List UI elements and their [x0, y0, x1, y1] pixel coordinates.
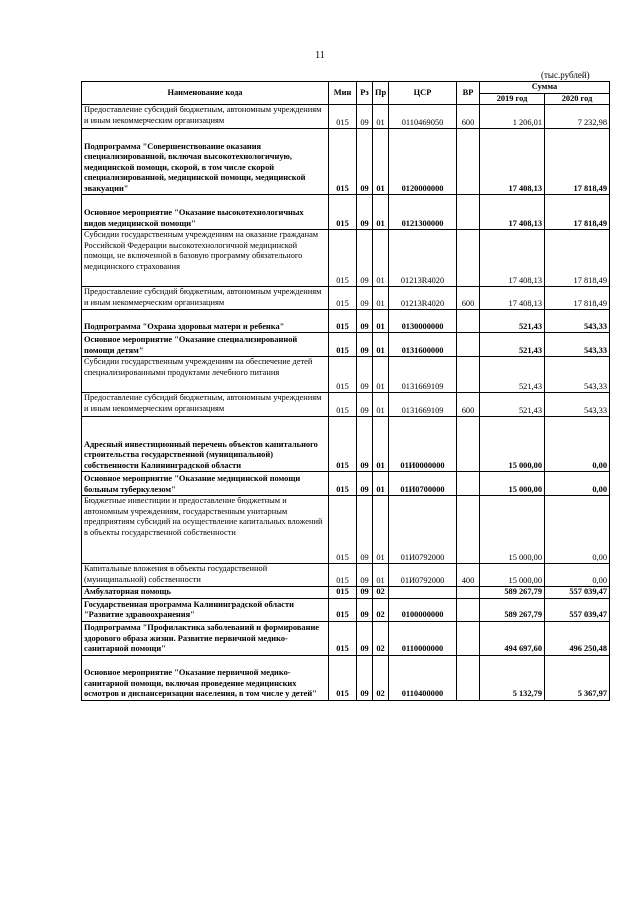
cell-csr — [389, 587, 457, 599]
cell-csr: 0131669109 — [389, 393, 457, 417]
cell-y2019: 5 132,79 — [480, 655, 545, 700]
cell-csr: 01И0000000 — [389, 417, 457, 472]
cell-y2020: 0,00 — [545, 496, 610, 564]
cell-pr: 01 — [373, 357, 389, 393]
cell-y2020: 543,33 — [545, 333, 610, 357]
cell-csr: 0110400000 — [389, 655, 457, 700]
cell-pr: 01 — [373, 287, 389, 310]
cell-pr: 01 — [373, 195, 389, 230]
table-row — [82, 287, 610, 310]
cell-rz: 09 — [357, 129, 373, 195]
cell-pr: 01 — [373, 333, 389, 357]
cell-min: 015 — [329, 105, 357, 129]
cell-rz: 09 — [357, 357, 373, 393]
cell-pr: 01 — [373, 393, 389, 417]
cell-vr: 600 — [457, 287, 480, 310]
table-row — [82, 129, 610, 195]
cell-min: 015 — [329, 310, 357, 333]
cell-vr — [457, 621, 480, 655]
cell-csr: 01213R4020 — [389, 230, 457, 287]
cell-min: 015 — [329, 195, 357, 230]
cell-min: 015 — [329, 598, 357, 621]
cell-min: 015 — [329, 587, 357, 599]
cell-name: Подпрограмма "Профилактика заболеваний и формирование здорового образа жизни. Развитие первичной медико-санитарной помощи" — [82, 621, 329, 655]
cell-csr: 01213R4020 — [389, 287, 457, 310]
cell-name: Основное мероприятие "Оказание медицинской помощи больным туберкулезом" — [82, 472, 329, 496]
cell-csr: 01И0792000 — [389, 496, 457, 564]
cell-min: 015 — [329, 496, 357, 564]
cell-vr — [457, 129, 480, 195]
cell-csr: 0110469050 — [389, 105, 457, 129]
header-sum: Сумма — [480, 82, 610, 94]
cell-name: Предоставление субсидий бюджетным, автономным учреждениям и иным некоммерческим организациям — [82, 105, 329, 129]
cell-name: Бюджетные инвестиции и предоставление бюджетным и автономным учреждениям, государственным унитарным предприятиям субсидий на осуществление капитальных вложений в объекты государственной собственности — [82, 496, 329, 564]
cell-pr: 01 — [373, 472, 389, 496]
cell-name: Капитальные вложения в объекты государственной (муниципальной) собственности — [82, 564, 329, 587]
table-row — [82, 230, 610, 287]
cell-pr: 02 — [373, 598, 389, 621]
cell-vr — [457, 472, 480, 496]
table-row — [82, 621, 610, 655]
cell-vr — [457, 333, 480, 357]
cell-y2019: 521,43 — [480, 310, 545, 333]
cell-min: 015 — [329, 357, 357, 393]
cell-rz: 09 — [357, 472, 373, 496]
cell-y2019: 589 267,79 — [480, 598, 545, 621]
cell-vr — [457, 496, 480, 564]
cell-name: Основное мероприятие "Оказание специализированной помощи детям" — [82, 333, 329, 357]
cell-min: 015 — [329, 129, 357, 195]
table-row — [82, 310, 610, 333]
cell-pr: 02 — [373, 587, 389, 599]
header-rz: Рз — [357, 82, 373, 105]
cell-min: 015 — [329, 393, 357, 417]
cell-min: 015 — [329, 621, 357, 655]
cell-vr — [457, 195, 480, 230]
cell-vr — [457, 417, 480, 472]
cell-min: 015 — [329, 333, 357, 357]
cell-min: 015 — [329, 472, 357, 496]
cell-vr — [457, 598, 480, 621]
cell-pr: 01 — [373, 564, 389, 587]
cell-y2019: 521,43 — [480, 393, 545, 417]
cell-y2019: 17 408,13 — [480, 195, 545, 230]
cell-min: 015 — [329, 417, 357, 472]
cell-y2020: 543,33 — [545, 357, 610, 393]
header-2019: 2019 год — [480, 93, 545, 105]
cell-min: 015 — [329, 564, 357, 587]
cell-y2020: 0,00 — [545, 564, 610, 587]
cell-rz: 09 — [357, 587, 373, 599]
cell-y2020: 17 818,49 — [545, 287, 610, 310]
cell-vr: 600 — [457, 393, 480, 417]
cell-y2020: 17 818,49 — [545, 230, 610, 287]
cell-rz: 09 — [357, 655, 373, 700]
cell-min: 015 — [329, 287, 357, 310]
cell-rz: 09 — [357, 598, 373, 621]
cell-y2019: 494 697,60 — [480, 621, 545, 655]
cell-rz: 09 — [357, 621, 373, 655]
cell-y2020: 557 039,47 — [545, 598, 610, 621]
cell-name: Государственная программа Калининградской области "Развитие здравоохранения" — [82, 598, 329, 621]
table-row — [82, 357, 610, 393]
cell-csr: 01И0700000 — [389, 472, 457, 496]
cell-pr: 01 — [373, 105, 389, 129]
header-min: Мин — [329, 82, 357, 105]
cell-csr: 0131669109 — [389, 357, 457, 393]
cell-y2020: 17 818,49 — [545, 195, 610, 230]
cell-rz: 09 — [357, 230, 373, 287]
cell-vr — [457, 655, 480, 700]
cell-y2020: 543,33 — [545, 393, 610, 417]
cell-name: Подпрограмма "Совершенствование оказания специализированной, включая высокотехнологичную, медицинской помощи, скорой, в том числе скорой специализированной, медицинской помощи, медицинской эвакуации" — [82, 129, 329, 195]
cell-y2020: 0,00 — [545, 417, 610, 472]
cell-y2020: 557 039,47 — [545, 587, 610, 599]
cell-csr: 0130000000 — [389, 310, 457, 333]
cell-y2019: 15 000,00 — [480, 417, 545, 472]
cell-pr: 01 — [373, 129, 389, 195]
cell-y2019: 521,43 — [480, 357, 545, 393]
cell-rz: 09 — [357, 333, 373, 357]
cell-y2020: 5 367,97 — [545, 655, 610, 700]
cell-y2019: 17 408,13 — [480, 129, 545, 195]
table-body — [82, 105, 610, 701]
table-row — [82, 472, 610, 496]
cell-name: Основное мероприятие "Оказание высокотехнологичных видов медицинской помощи" — [82, 195, 329, 230]
cell-y2019: 15 000,00 — [480, 496, 545, 564]
cell-csr: 0131600000 — [389, 333, 457, 357]
cell-name: Предоставление субсидий бюджетным, автономным учреждениям и иным некоммерческим организациям — [82, 393, 329, 417]
cell-y2019: 15 000,00 — [480, 472, 545, 496]
cell-rz: 09 — [357, 496, 373, 564]
cell-rz: 09 — [357, 393, 373, 417]
cell-name: Адресный инвестиционный перечень объектов капитального строительства государственной (муниципальной) собственности Калининградской области — [82, 417, 329, 472]
cell-pr: 01 — [373, 417, 389, 472]
cell-csr: 01И0792000 — [389, 564, 457, 587]
cell-vr: 600 — [457, 105, 480, 129]
cell-y2019: 17 408,13 — [480, 287, 545, 310]
cell-y2020: 496 250,48 — [545, 621, 610, 655]
table-row — [82, 333, 610, 357]
cell-rz: 09 — [357, 564, 373, 587]
cell-name: Субсидии государственным учреждениям на обеспечение детей специализированными продуктами лечебного питания — [82, 357, 329, 393]
header-vr: ВР — [457, 82, 480, 105]
cell-name: Субсидии государственным учреждениям на оказание гражданам Российской Федерации высокотехнологичной медицинской помощи, не включенной в базовую программу обязательного медицинского страхования — [82, 230, 329, 287]
budget-table — [81, 81, 610, 701]
cell-rz: 09 — [357, 287, 373, 310]
table-row — [82, 496, 610, 564]
cell-csr: 0121300000 — [389, 195, 457, 230]
cell-vr — [457, 587, 480, 599]
table-row — [82, 417, 610, 472]
cell-vr — [457, 357, 480, 393]
cell-y2019: 1 206,01 — [480, 105, 545, 129]
table-row — [82, 393, 610, 417]
units-label: (тыс.рублей) — [541, 70, 590, 80]
cell-vr — [457, 230, 480, 287]
header-name: Наименование кода — [82, 82, 329, 105]
cell-name: Подпрограмма "Охрана здоровья матери и ребенка" — [82, 310, 329, 333]
cell-rz: 09 — [357, 417, 373, 472]
table-row — [82, 564, 610, 587]
cell-name: Амбулаторная помощь — [82, 587, 329, 599]
cell-rz: 09 — [357, 195, 373, 230]
table-row — [82, 598, 610, 621]
cell-y2019: 15 000,00 — [480, 564, 545, 587]
cell-rz: 09 — [357, 310, 373, 333]
cell-name: Основное мероприятие "Оказание первичной медико-санитарной помощи, включая проведение медицинских осмотров и диспансеризации населения, в том числе у детей" — [82, 655, 329, 700]
cell-vr — [457, 310, 480, 333]
cell-rz: 09 — [357, 105, 373, 129]
cell-y2019: 17 408,13 — [480, 230, 545, 287]
cell-y2020: 17 818,49 — [545, 129, 610, 195]
cell-pr: 02 — [373, 655, 389, 700]
header-csr: ЦСР — [389, 82, 457, 105]
table-row — [82, 655, 610, 700]
cell-name: Предоставление субсидий бюджетным, автономным учреждениям и иным некоммерческим организациям — [82, 287, 329, 310]
cell-pr: 01 — [373, 496, 389, 564]
cell-pr: 01 — [373, 230, 389, 287]
table-row — [82, 195, 610, 230]
cell-pr: 01 — [373, 310, 389, 333]
cell-min: 015 — [329, 655, 357, 700]
cell-y2019: 521,43 — [480, 333, 545, 357]
cell-pr: 02 — [373, 621, 389, 655]
page-number: 11 — [315, 50, 325, 61]
cell-csr: 0100000000 — [389, 598, 457, 621]
cell-min: 015 — [329, 230, 357, 287]
header-pr: Пр — [373, 82, 389, 105]
cell-y2019: 589 267,79 — [480, 587, 545, 599]
cell-csr: 0110000000 — [389, 621, 457, 655]
cell-csr: 0120000000 — [389, 129, 457, 195]
header-2020: 2020 год — [545, 93, 610, 105]
cell-y2020: 7 232,98 — [545, 105, 610, 129]
table-row — [82, 105, 610, 129]
cell-y2020: 543,33 — [545, 310, 610, 333]
cell-y2020: 0,00 — [545, 472, 610, 496]
table-row — [82, 587, 610, 599]
cell-vr: 400 — [457, 564, 480, 587]
